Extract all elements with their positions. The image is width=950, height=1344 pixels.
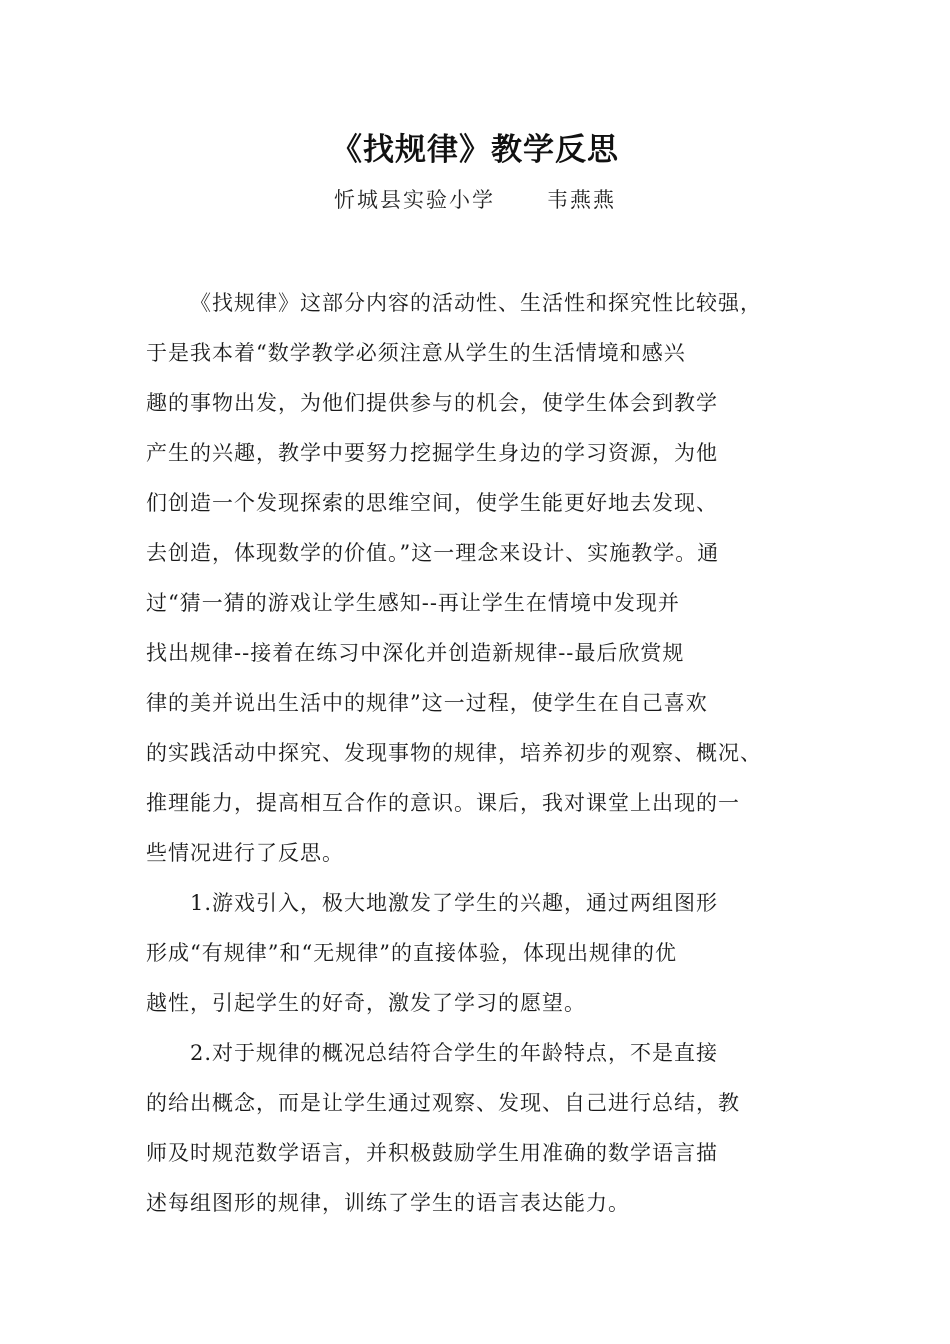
paragraph-line: 于是我本着“数学教学必须注意从学生的生活情境和感兴	[146, 341, 686, 365]
paragraph-line: 们创造一个发现探索的思维空间，使学生能更好地去发现、	[146, 491, 718, 515]
paragraph-line: 1.游戏引入，极大地激发了学生的兴趣，通过两组图形	[190, 891, 719, 915]
paragraph-line: 师及时规范数学语言，并积极鼓励学生用准确的数学语言描	[146, 1141, 718, 1165]
byline	[0, 184, 950, 214]
paragraph-line: 的实践活动中探究、发现事物的规律，培养初步的观察、概况、	[146, 741, 762, 765]
byline-author: 韦燕燕	[547, 188, 616, 212]
paragraph-line: 律的美并说出生活中的规律”这一过程，使学生在自己喜欢	[146, 691, 708, 715]
paragraph-line: 产生的兴趣，教学中要努力挖掘学生身边的学习资源，为他	[146, 441, 718, 465]
paragraph-line: 述每组图形的规律，训练了学生的语言表达能力。	[146, 1191, 630, 1215]
paragraph-line: 些情况进行了反思。	[146, 841, 344, 865]
paragraph-line: 过“猜一猜的游戏让学生感知--再让学生在情境中发现并	[146, 591, 680, 615]
document-title: 《找规律》教学反思	[331, 132, 619, 168]
paragraph-line: 找出规律--接着在练习中深化并创造新规律--最后欣赏规	[146, 641, 685, 665]
paragraph-line: 形成“有规律”和“无规律”的直接体验，体现出规律的优	[146, 941, 677, 965]
document-body	[146, 278, 836, 1228]
paragraph-line: 推理能力，提高相互合作的意识。课后，我对课堂上出现的一	[146, 791, 740, 815]
paragraph-line: 趣的事物出发，为他们提供参与的机会，使学生体会到教学	[146, 391, 718, 415]
paragraph-line: 去创造，体现数学的价值。”这一理念来设计、实施教学。通	[146, 541, 720, 565]
paragraph-line: 2.对于规律的概况总结符合学生的年龄特点，不是直接	[190, 1041, 719, 1065]
paragraph-line: 的给出概念，而是让学生通过观察、发现、自己进行总结，教	[146, 1091, 740, 1115]
byline-school: 忻城县实验小学	[334, 188, 495, 212]
paragraph-line: 越性，引起学生的好奇，激发了学习的愿望。	[146, 991, 586, 1015]
paragraph-line: 《找规律》这部分内容的活动性、生活性和探究性比较强，	[190, 291, 762, 315]
